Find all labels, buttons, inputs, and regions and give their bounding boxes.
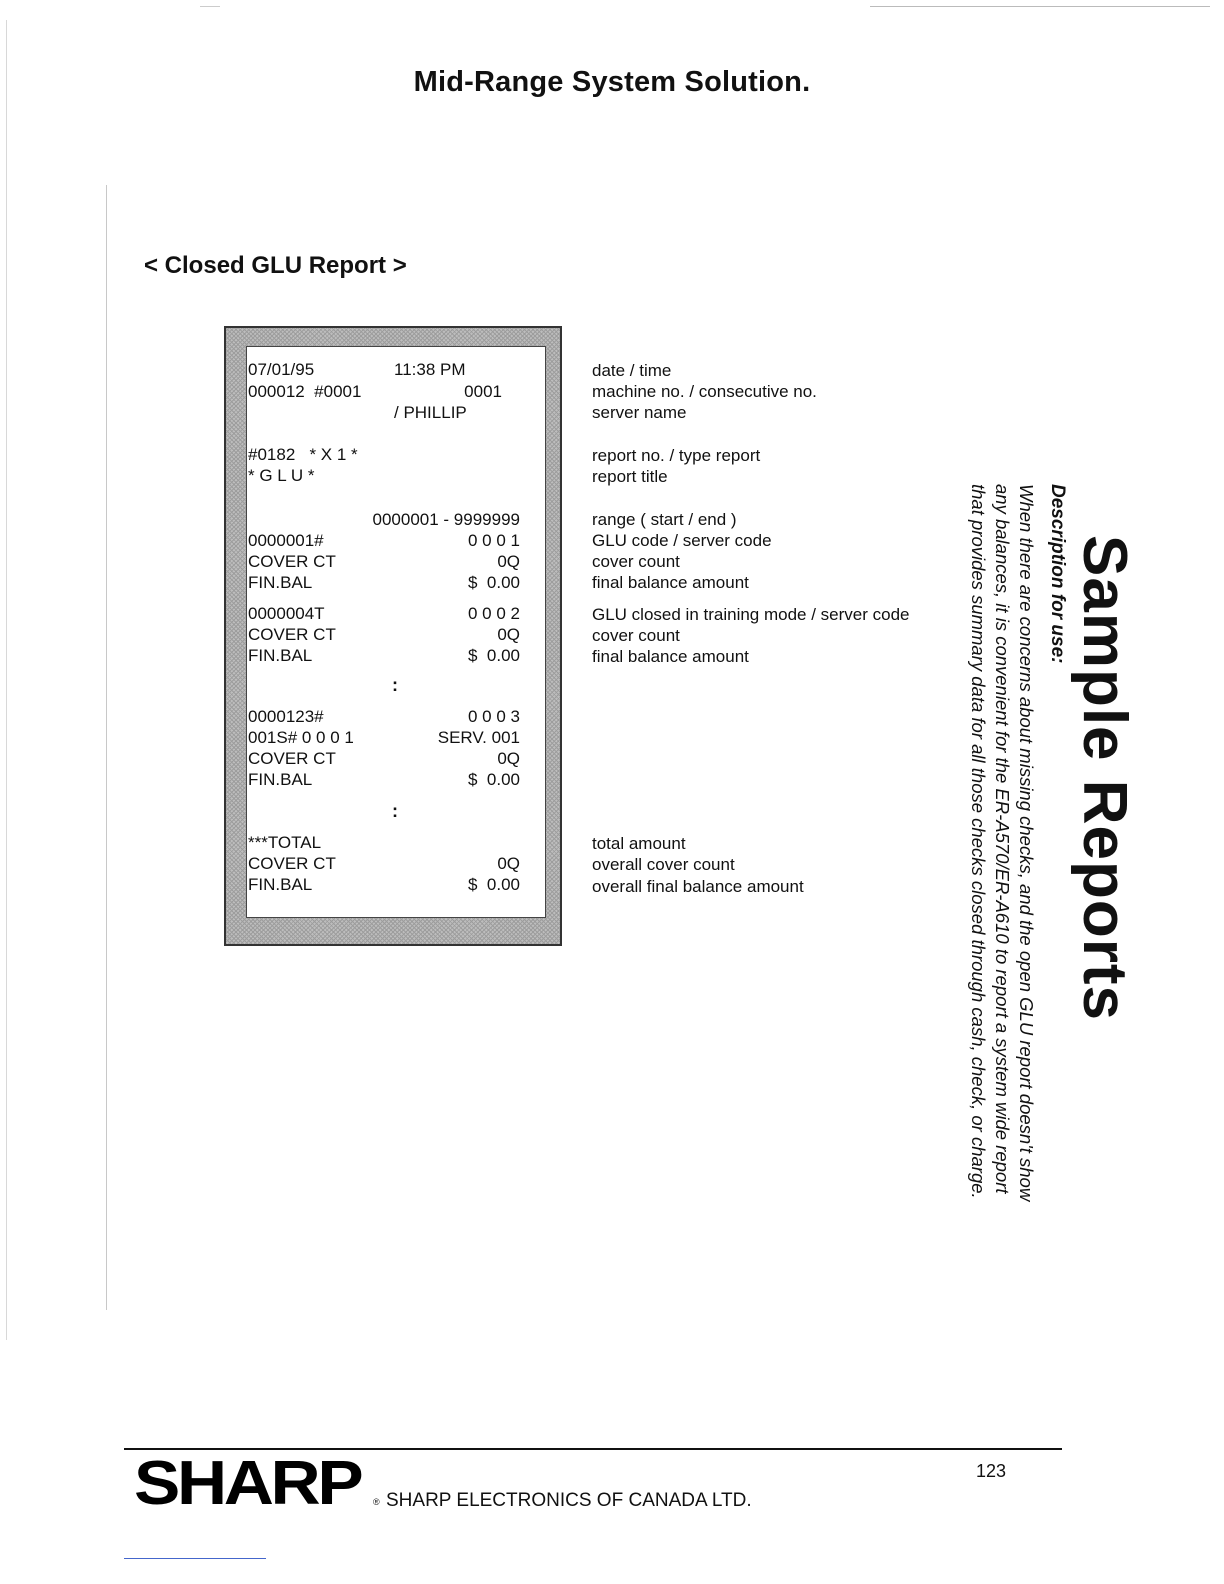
side-paragraph-line: that provides summary data for all those checks closed through cash, check, or charge. xyxy=(968,484,989,1199)
receipt-value: $ 0.00 xyxy=(468,646,520,665)
receipt-ellipsis: : xyxy=(392,801,398,821)
description-item: cover count xyxy=(592,552,680,571)
receipt-line-finbal xyxy=(248,572,520,593)
receipt-server-name: / PHILLIP xyxy=(394,403,467,422)
description-item: server name xyxy=(592,403,687,422)
receipt-value: 0Q xyxy=(497,749,520,768)
registered-mark: ® xyxy=(373,1497,380,1507)
receipt-label: FIN.BAL xyxy=(248,875,313,894)
receipt-label: 001S# 0 0 0 1 xyxy=(248,728,354,747)
sharp-logo: SHARP xyxy=(134,1449,361,1518)
receipt-report-title: * G L U * xyxy=(248,466,315,485)
description-item: final balance amount xyxy=(592,573,749,592)
receipt-line-total xyxy=(248,832,520,853)
side-paragraph-line: any balances, it is convenient for the ER-A570/ER-A610 to report a system wide report xyxy=(992,484,1013,1194)
receipt-server-code: 0 0 0 3 xyxy=(468,707,520,726)
receipt-date: 07/01/95 xyxy=(248,360,315,379)
receipt-value: 0Q xyxy=(497,625,520,644)
receipt-line-finbal xyxy=(248,769,520,790)
description-item: total amount xyxy=(592,834,686,853)
receipt-value: $ 0.00 xyxy=(468,875,520,894)
receipt-label: COVER CT xyxy=(248,854,336,873)
receipt-line-report-title xyxy=(248,465,520,486)
receipt-value: 0Q xyxy=(497,854,520,873)
receipt-line-cover xyxy=(248,624,520,645)
receipt-value: 0Q xyxy=(497,552,520,571)
description-item: report title xyxy=(592,467,668,486)
receipt-glu-code: 0000004T xyxy=(248,604,325,623)
scan-margin-line xyxy=(106,185,107,1310)
description-item: report no. / type report xyxy=(592,446,761,465)
receipt-server-code: 0 0 0 1 xyxy=(468,531,520,550)
receipt-line-glu xyxy=(248,706,520,727)
side-paragraph-line: When there are concerns about missing checks, and the open GLU report doesn't show xyxy=(1016,484,1037,1202)
description-item: final balance amount xyxy=(592,647,749,666)
description-item: GLU code / server code xyxy=(592,531,772,550)
receipt-label: ***TOTAL xyxy=(248,833,322,852)
receipt-range: 0000001 - 9999999 xyxy=(372,510,520,529)
receipt-glu-code: 0000001# xyxy=(248,531,324,550)
receipt-time: 11:38 PM xyxy=(394,360,466,379)
receipt-consecutive-no: 0001 xyxy=(464,382,502,401)
receipt-line-cover xyxy=(248,551,520,572)
section-title: < Closed GLU Report > xyxy=(144,252,407,279)
receipt-label: COVER CT xyxy=(248,749,336,768)
side-title: Sample Reports xyxy=(1070,535,1139,1022)
receipt-label: FIN.BAL xyxy=(248,770,313,789)
description-item: GLU closed in training mode / server code xyxy=(592,605,910,624)
receipt-server-code: 0 0 0 2 xyxy=(468,604,520,623)
receipt-line-report-no xyxy=(248,444,520,465)
receipt-line-server xyxy=(248,402,520,423)
receipt-report-no: #0182 * X 1 * xyxy=(248,445,358,464)
scan-edge-line xyxy=(870,6,1210,7)
receipt-value: SERV. 001 xyxy=(437,728,520,747)
scan-edge-line xyxy=(200,6,220,7)
receipt-line-cover xyxy=(248,853,520,874)
description-item: overall cover count xyxy=(592,855,735,874)
company-name: SHARP ELECTRONICS OF CANADA LTD. xyxy=(386,1490,752,1511)
page-number: 123 xyxy=(976,1461,1007,1481)
scan-margin-line xyxy=(6,20,7,1340)
receipt-line-finbal xyxy=(248,645,520,666)
receipt-line-range xyxy=(248,509,520,530)
side-subtitle: Description for use: xyxy=(1047,484,1068,664)
description-item: range ( start / end ) xyxy=(592,510,737,529)
description-item: machine no. / consecutive no. xyxy=(592,382,817,401)
description-item: overall final balance amount xyxy=(592,877,804,896)
receipt-value: $ 0.00 xyxy=(468,573,520,592)
receipt-machine-no: 000012 #0001 xyxy=(248,382,362,401)
receipt-value: $ 0.00 xyxy=(468,770,520,789)
receipt-glu-code: 0000123# xyxy=(248,707,324,726)
description-item: cover count xyxy=(592,626,680,645)
page-header: Mid-Range System Solution. xyxy=(413,66,811,98)
receipt-line-glu xyxy=(248,530,520,551)
receipt-label: FIN.BAL xyxy=(248,573,313,592)
receipt-line-server xyxy=(248,727,520,748)
receipt-line-cover xyxy=(248,748,520,769)
description-item: date / time xyxy=(592,361,672,380)
receipt-line-finbal xyxy=(248,874,520,895)
side-paragraph xyxy=(966,484,1038,1201)
receipt-label: FIN.BAL xyxy=(248,646,313,665)
receipt-line-machine xyxy=(248,381,520,402)
receipt-line-glu xyxy=(248,603,520,624)
receipt-label: COVER CT xyxy=(248,625,336,644)
receipt-ellipsis: : xyxy=(392,675,398,695)
receipt-label: COVER CT xyxy=(248,552,336,571)
receipt-line-datetime xyxy=(248,359,520,380)
scan-edge-line xyxy=(124,1558,266,1559)
